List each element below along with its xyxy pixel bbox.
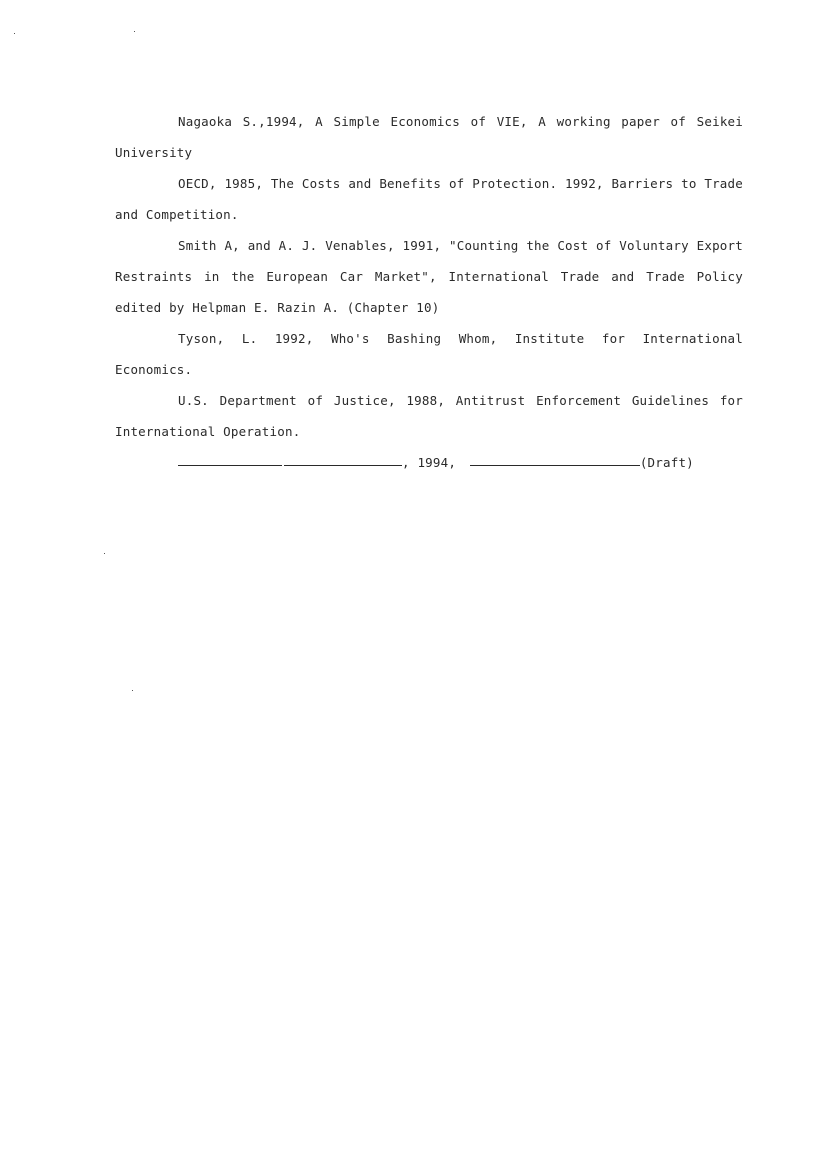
scan-speck (132, 690, 133, 691)
reference-entry: Smith A, and A. J. Venables, 1991, "Counting the Cost of Voluntary Export Restraints in the European Car Market", International Trade and Trade Policy edited by Helpman E. Razin A. (Chapter 10) (115, 238, 743, 315)
reference-entry: OECD, 1985, The Costs and Benefits of Protection. 1992, Barriers to Trade and Competition. (115, 176, 743, 222)
reference-entry: U.S. Department of Justice, 1988, Antitrust Enforcement Guidelines for International Operation. (115, 393, 743, 439)
author-blank-line (178, 464, 282, 466)
reference-list (115, 106, 743, 478)
reference-entry: Nagaoka S.,1994, A Simple Economics of VIE, A working paper of Seikei University (115, 114, 743, 160)
reference-entry: Tyson, L. 1992, Who's Bashing Whom, Institute for International Economics. (115, 331, 743, 377)
author-blank-line (284, 464, 402, 466)
scan-speck (134, 31, 135, 32)
title-blank-line (470, 464, 640, 466)
draft-year: , 1994, (402, 455, 464, 470)
draft-label: (Draft) (639, 455, 694, 470)
scan-speck (14, 33, 15, 34)
draft-reference-entry (115, 447, 743, 478)
scan-speck (104, 553, 105, 554)
